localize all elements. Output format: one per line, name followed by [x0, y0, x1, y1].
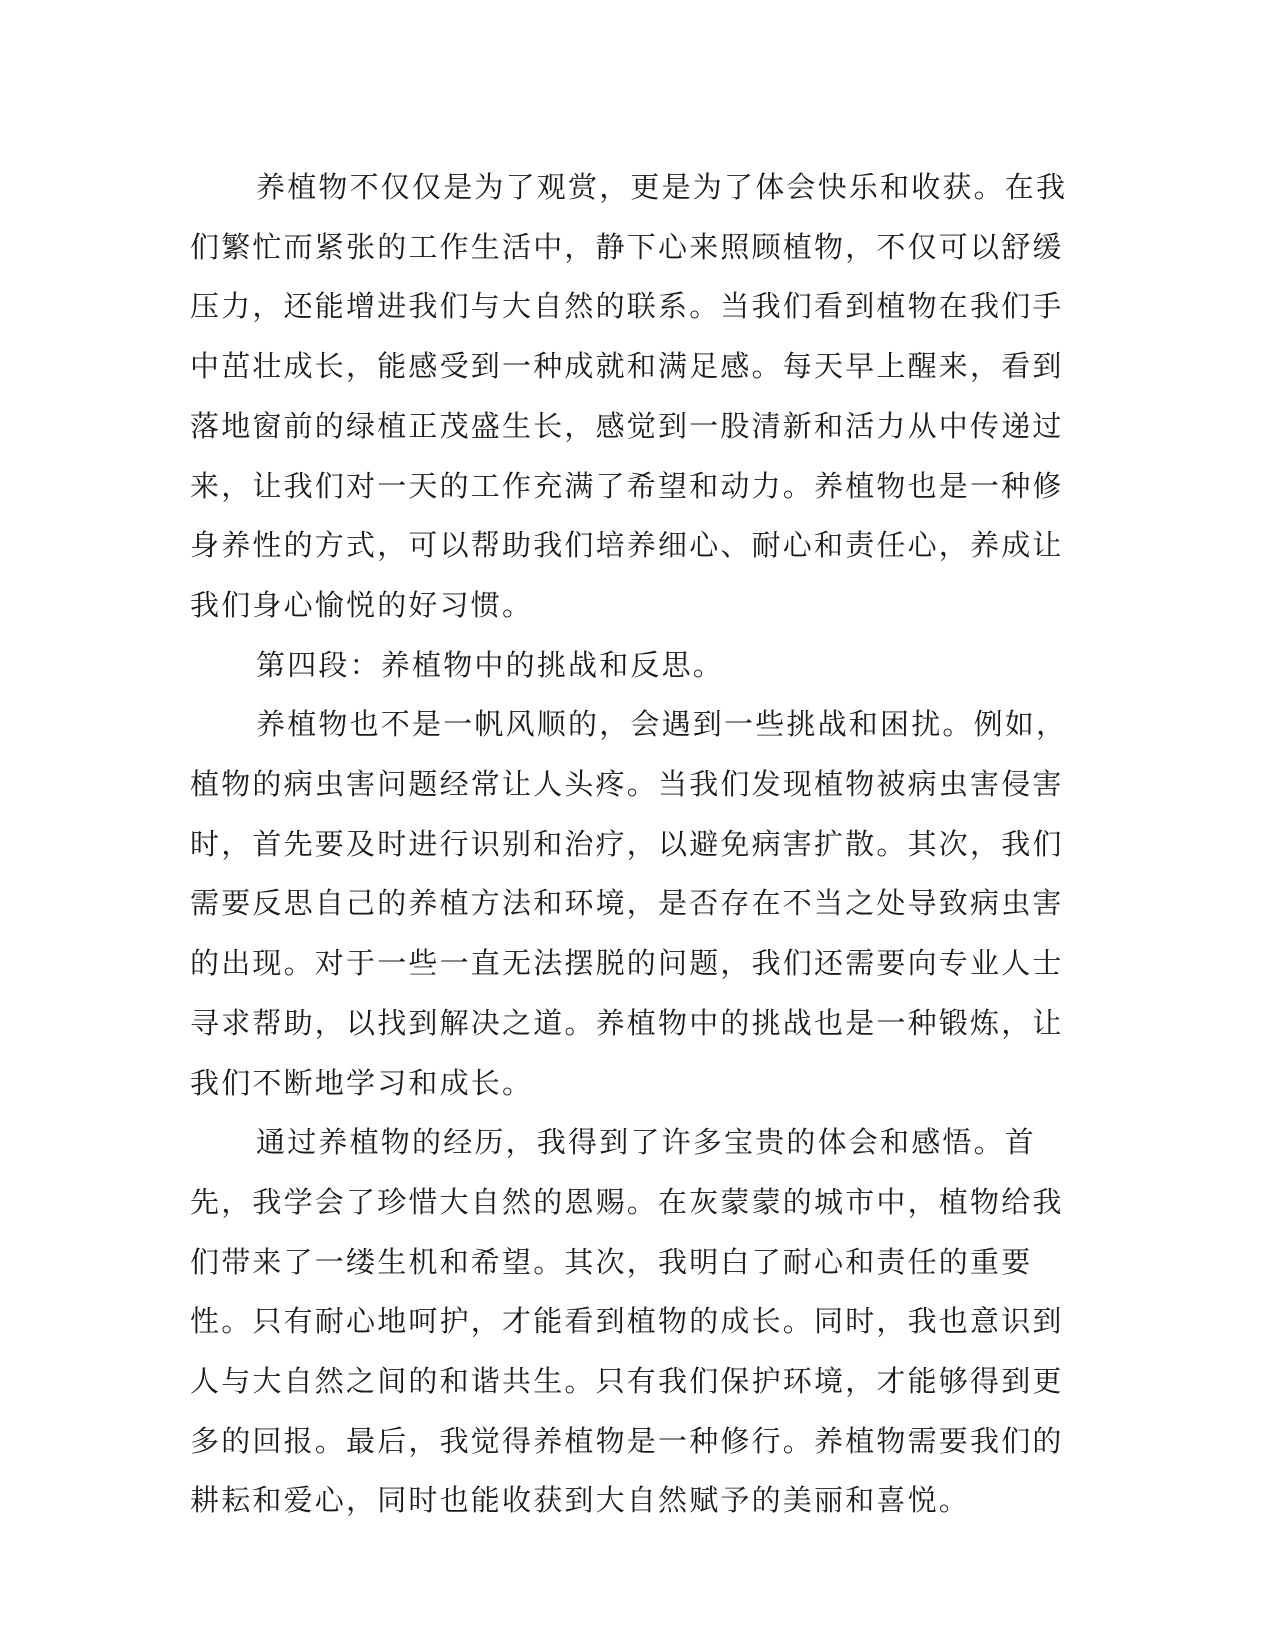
paragraph-benefits: 养植物不仅仅是为了观赏，更是为了体会快乐和收获。在我们繁忙而紧张的工作生活中，静下心来照顾植物，不仅可以舒缓压力，还能增进我们与大自然的联系。当我们看到植物在我们手中茁壮成长，能感受到一种成就和满足感。每天早上醒来，看到落地窗前的绿植正茂盛生长，感觉到一股清新和活力从中传递过来，让我们对一天的工作充满了希望和动力。养植物也是一种修身养性的方式，可以帮助我们培养细心、耐心和责任心，养成让我们身心愉悦的好习惯。	[190, 170, 1068, 622]
paragraph-challenges: 养植物也不是一帆风顺的，会遇到一些挑战和困扰。例如，植物的病虫害问题经常让人头疼。当我们发现植物被病虫害侵害时，首先要及时进行识别和治疗，以避免病害扩散。其次，我们需要反思自己的养植方法和环境，是否存在不当之处导致病虫害的出现。对于一些一直无法摆脱的问题，我们还需要向专业人士寻求帮助，以找到解决之道。养植物中的挑战也是一种锻炼，让我们不断地学习和成长。	[190, 707, 1068, 1100]
document-body	[190, 158, 1070, 1531]
section-heading-4: 第四段：养植物中的挑战和反思。	[256, 647, 725, 682]
paragraph-reflections: 通过养植物的经历，我得到了许多宝贵的体会和感悟。首先，我学会了珍惜大自然的恩赐。在灰蒙蒙的城市中，植物给我们带来了一缕生机和希望。其次，我明白了耐心和责任的重要性。只有耐心地呵护，才能看到植物的成长。同时，我也意识到人与大自然之间的和谐共生。只有我们保护环境，才能够得到更多的回报。最后，我觉得养植物是一种修行。养植物需要我们的耕耘和爱心，同时也能收获到大自然赋予的美丽和喜悦。	[190, 1125, 1064, 1518]
